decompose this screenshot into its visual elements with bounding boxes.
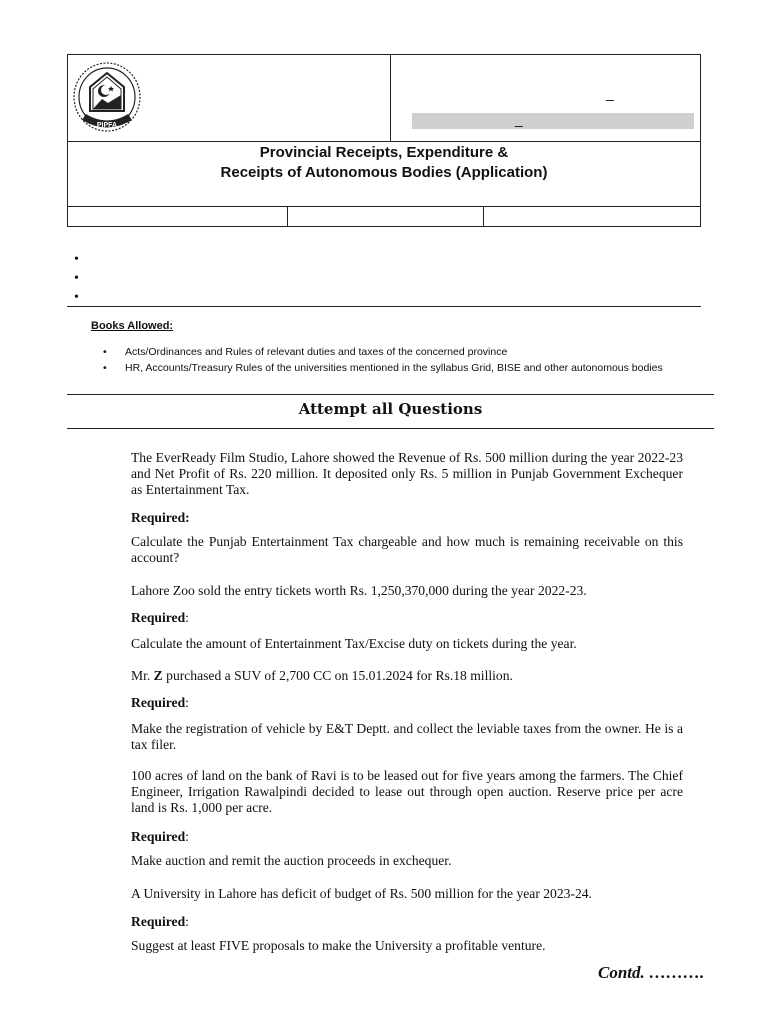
books-item: • HR, Accounts/Treasury Rules of the universities mentioned in the syllabus Grid, BISE and other autonomous bodies: [103, 362, 663, 374]
header-top-row: [68, 55, 700, 142]
header-box: [67, 54, 701, 227]
question-3-required-label: Required:: [131, 695, 189, 710]
bullet-item: •: [74, 271, 79, 286]
divider-line: [67, 428, 714, 429]
question-1-body: The EverReady Film Studio, Lahore showed the Revenue of Rs. 500 million during the year 2022-23 and Net Profit of Rs. 220 million. It deposited only Rs. 5 million in Punjab Government Exchequer as Entertainment Tax.: [131, 450, 683, 497]
info-cell-divider-1: [287, 207, 288, 227]
question-2-body: Lahore Zoo sold the entry tickets worth Rs. 1,250,370,000 during the year 2022-23.: [131, 583, 587, 598]
header-gray-bar: [412, 113, 694, 129]
question-1-required: Calculate the Punjab Entertainment Tax chargeable and how much is remaining receivable on this account?: [131, 534, 683, 565]
question-4-body: 100 acres of land on the bank of Ravi is to be leased out for five years among the farmers. The Chief Engineer, Irrigation Rawalpindi decided to lease out through open auction. Reserve price per acre land is Rs. 1,000 per acre.: [131, 768, 683, 815]
instruction-bullets: [74, 250, 79, 307]
question-5-required: Suggest at least FIVE proposals to make the University a profitable venture.: [131, 938, 546, 953]
question-5-required-label: Required:: [131, 914, 189, 929]
books-item: • Acts/Ordinances and Rules of relevant duties and taxes of the concerned province: [103, 346, 508, 358]
title-line-2: Receipts of Autonomous Bodies (Application): [220, 164, 548, 181]
logo-text: PIPFA: [96, 122, 118, 129]
question-4-required: Make auction and remit the auction proceeds in exchequer.: [131, 853, 452, 868]
divider-line: [67, 306, 701, 307]
bullet-item: •: [74, 252, 79, 267]
question-3-body: Mr. Z purchased a SUV of 2,700 CC on 15.01.2024 for Rs.18 million.: [131, 668, 513, 683]
question-5-body: A University in Lahore has deficit of budget of Rs. 500 million for the year 2023-24.: [131, 886, 592, 901]
books-allowed-list: [91, 344, 663, 376]
section-title: Attempt all Questions: [298, 400, 483, 418]
header-divider: [390, 55, 391, 141]
pipfa-logo-icon: [70, 59, 144, 139]
question-1-required-label: Required:: [131, 510, 190, 525]
paper-title: [68, 141, 700, 207]
divider-line: [67, 394, 714, 395]
info-cell-divider-2: [483, 207, 484, 227]
continued-note: Contd. ……….: [598, 963, 705, 982]
title-line-1: Provincial Receipts, Expenditure &: [259, 144, 509, 161]
question-3-required: Make the registration of vehicle by E&T Deptt. and collect the leviable taxes from the owner. He is a tax filer.: [131, 721, 683, 752]
question-2-required-label: Required:: [131, 610, 189, 625]
question-2-required: Calculate the amount of Entertainment Tax/Excise duty on tickets during the year.: [131, 636, 577, 651]
header-dash-top: _: [606, 85, 614, 101]
bullet-item: •: [74, 290, 79, 305]
books-allowed-title: Books Allowed:: [91, 320, 174, 332]
header-dash-bar: _: [515, 111, 523, 127]
question-4-required-label: Required:: [131, 829, 189, 844]
